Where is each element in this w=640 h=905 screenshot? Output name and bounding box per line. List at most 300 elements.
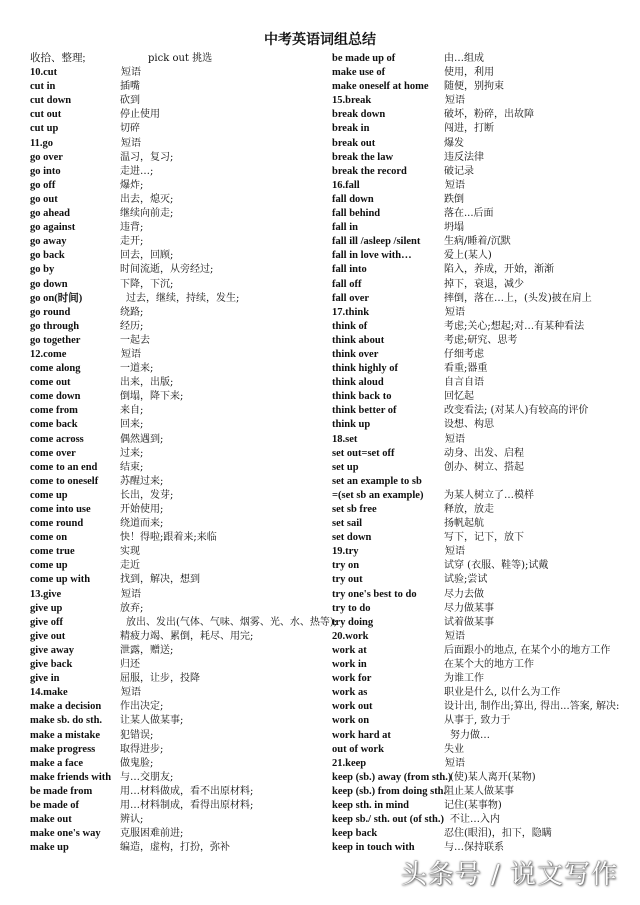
section-heading — [30, 137, 326, 151]
phrase-row — [332, 376, 632, 390]
phrase-english: break the law — [332, 151, 394, 163]
phrase-chinese: 归还 — [120, 659, 140, 671]
phrase-chinese: 用…材料制成，看得出原材料; — [120, 799, 254, 811]
section-heading — [332, 306, 632, 320]
phrase-chinese: 生病/睡着/沉默 — [444, 236, 511, 248]
phrase-chinese: 闯进，打断 — [444, 123, 494, 135]
phrase-row — [30, 841, 326, 855]
phrase-english: keep sth. in mind — [332, 799, 410, 811]
section-label: 短语 — [121, 67, 141, 79]
phrase-chinese: 屈服，让步，投降 — [120, 673, 200, 685]
section-heading — [332, 433, 632, 447]
phrase-english: keep (sb.) away (from sth.) — [332, 771, 452, 783]
section-label: 短语 — [445, 306, 465, 318]
phrase-row — [30, 489, 326, 503]
phrase-row — [30, 221, 326, 235]
phrase-chinese: 与…交朋友; — [120, 771, 174, 783]
phrase-english: be made from — [30, 785, 93, 797]
phrase-chinese: 倒塌，降下来; — [120, 391, 184, 403]
phrase-english: make friends with — [30, 771, 112, 783]
phrase-row — [30, 658, 326, 672]
phrase-row — [332, 799, 632, 813]
phrase-row — [30, 151, 326, 165]
section-label: 短语 — [445, 179, 465, 191]
phrase-english: give in — [30, 673, 60, 685]
phrase-chinese: 温习，复习; — [120, 151, 174, 163]
phrase-chinese: 破坏，粉碎，出故障 — [444, 109, 534, 121]
phrase-chinese: 犯错误; — [120, 729, 154, 741]
phrase-english: break the record — [332, 165, 407, 177]
phrase-row — [332, 573, 632, 587]
phrase-row — [332, 235, 632, 249]
phrase-english: come up — [30, 560, 68, 572]
phrase-english: come out — [30, 377, 71, 389]
phrase-chinese: 自言自语 — [444, 377, 484, 389]
section-label: 短语 — [445, 630, 465, 642]
section-label: 短语 — [445, 95, 465, 107]
phrase-row — [30, 165, 326, 179]
phrase-row — [332, 137, 632, 151]
phrase-english: make a decision — [30, 701, 102, 713]
phrase-row — [332, 686, 632, 700]
phrase-english: try doing — [332, 616, 374, 628]
phrase-english: fall in — [332, 222, 358, 234]
phrase-chinese: 掉下，衰退，减少 — [444, 278, 524, 290]
phrase-english: think better of — [332, 405, 397, 417]
phrase-chinese: 在某个大的地方工作 — [444, 659, 534, 671]
phrase-english: work as — [332, 687, 368, 699]
phrase-row — [332, 672, 632, 686]
phrase-row — [30, 376, 326, 390]
phrase-row — [30, 320, 326, 334]
phrase-chinese: (使)某人离开(某物) — [450, 771, 536, 783]
phrase-row — [30, 249, 326, 263]
phrase-english: try to do — [332, 602, 371, 614]
phrase-chinese: 回忆起 — [444, 391, 474, 403]
phrase-english: keep (sb.) from doing sth. — [332, 785, 447, 797]
phrase-row — [332, 658, 632, 672]
phrase-row — [30, 616, 338, 630]
phrase-chinese: 结束; — [120, 461, 144, 473]
phrase-english: fall ill /asleep /silent — [332, 236, 421, 248]
phrase-row — [30, 531, 326, 545]
phrase-chinese: 过去，继续，持续，发生; — [126, 292, 240, 304]
section-label: 短语 — [121, 687, 141, 699]
phrase-row — [30, 813, 326, 827]
phrase-english: go back — [30, 250, 65, 262]
phrase-chinese: 苏醒过来; — [120, 475, 164, 487]
phrase-row — [332, 404, 632, 418]
phrase-row — [332, 602, 632, 616]
phrase-english: go through — [30, 320, 80, 332]
phrase-english: come true — [30, 546, 75, 558]
section-heading — [332, 179, 632, 193]
phrase-english: make up — [30, 842, 69, 854]
phrase-chinese: 尽力去做 — [444, 588, 484, 600]
phrase-row — [30, 799, 326, 813]
phrase-english: come from — [30, 405, 78, 417]
phrase-chinese: 努力做… — [450, 729, 490, 741]
phrase-row — [30, 418, 326, 432]
phrase-row — [332, 52, 632, 66]
phrase-english: fall off — [332, 278, 362, 290]
phrase-chinese: 忍住(眼泪)，扣下，隐瞒 — [444, 828, 552, 840]
phrase-chinese: 回去，回顾; — [120, 250, 174, 262]
phrase-chinese: 扬帆起航 — [444, 518, 484, 530]
phrase-english: go by — [30, 264, 55, 276]
phrase-row — [30, 292, 326, 306]
section-label: 短语 — [121, 588, 141, 600]
phrase-english: fall down — [332, 193, 374, 205]
phrase-row — [30, 714, 326, 728]
section-label: 短语 — [445, 546, 465, 558]
phrase-english: make one's way — [30, 828, 101, 840]
phrase-chinese: 为某人树立了…模样 — [444, 489, 534, 501]
section-number: 16.fall — [332, 179, 360, 191]
phrase-chinese: 破记录 — [444, 165, 474, 177]
phrase-english: work at — [332, 644, 367, 656]
phrase-english: go out — [30, 193, 58, 205]
phrase-chinese: 实现 — [120, 546, 140, 558]
phrase-chinese: 陷入，养成，开始，渐渐 — [444, 264, 554, 276]
phrase-chinese: 尽力做某事 — [444, 602, 494, 614]
phrase-english: think aloud — [332, 377, 384, 389]
phrase-chinese: 继续向前走; — [120, 208, 174, 220]
phrase-english: go on(时间) — [30, 292, 83, 304]
phrase-english: make use of — [332, 67, 386, 79]
phrase-chinese: 失业 — [444, 743, 464, 755]
phrase-row — [30, 404, 326, 418]
phrase-row — [332, 122, 632, 136]
phrase-english: think back to — [332, 391, 392, 403]
phrase-chinese: 放出、发出(气体、气味、烟雾、光、水、热等); — [126, 616, 338, 628]
section-label: 短语 — [445, 757, 465, 769]
phrase-chinese: 违反法律 — [444, 151, 484, 163]
phrase-row — [332, 66, 632, 80]
phrase-chinese: 跌倒 — [444, 193, 464, 205]
phrase-row — [30, 630, 326, 644]
phrase-english: come round — [30, 518, 84, 530]
phrase-row — [30, 475, 326, 489]
phrase-english: 收拾、整理; — [30, 53, 86, 64]
phrase-english: cut down — [30, 95, 72, 107]
phrase-row — [332, 249, 632, 263]
phrase-row — [30, 729, 326, 743]
phrase-row — [332, 616, 632, 630]
section-number: 12.come — [30, 348, 67, 360]
phrase-english: come along — [30, 363, 81, 375]
phrase-row — [30, 700, 326, 714]
phrase-chinese: 用…材料做成，看不出原材料; — [120, 785, 254, 797]
phrase-row — [30, 672, 326, 686]
phrase-english: think highly of — [332, 363, 398, 375]
phrase-chinese: 试穿 (衣服、鞋等);试戴 — [444, 560, 549, 572]
phrase-english: work hard at — [332, 729, 391, 741]
phrase-row — [30, 334, 326, 348]
phrase-row — [332, 729, 632, 743]
phrase-chinese: 绕道而来; — [120, 518, 164, 530]
left-column — [30, 52, 338, 855]
phrase-chinese: 精疲力竭、累倒，耗尽、用完; — [120, 630, 254, 642]
phrase-chinese: 与…保持联系 — [444, 842, 504, 854]
section-number: 20.work — [332, 630, 369, 642]
section-number: 14.make — [30, 687, 68, 699]
phrase-row — [332, 418, 632, 432]
phrase-english: out of work — [332, 743, 384, 755]
phrase-english: keep in touch with — [332, 842, 415, 854]
phrase-chinese: 坍塌 — [444, 222, 464, 234]
phrase-chinese: 考虑;研究、思考 — [444, 334, 518, 346]
phrase-chinese: 一起去 — [120, 334, 150, 346]
phrase-english: work out — [332, 701, 373, 713]
phrase-english: go away — [30, 236, 67, 248]
phrase-chinese: 快！得啦;跟着来;来临 — [120, 532, 217, 544]
phrase-english: set up — [332, 461, 359, 473]
phrase-row — [332, 588, 632, 602]
phrase-english: =(set sb an example) — [332, 489, 424, 501]
phrase-english: go together — [30, 334, 81, 346]
phrase-chinese: 偶然遇到; — [120, 433, 164, 445]
phrase-english: go down — [30, 278, 68, 290]
phrase-row — [332, 80, 632, 94]
phrase-chinese: 创办、树立、搭起 — [444, 461, 524, 473]
phrase-english: fall in love with… — [332, 250, 412, 262]
phrase-row — [332, 278, 632, 292]
phrase-english: come on — [30, 532, 68, 544]
phrase-row — [332, 263, 632, 277]
phrase-chinese: 开始使用; — [120, 504, 164, 515]
phrase-row — [30, 503, 326, 517]
phrase-chinese: 为谁工作 — [444, 673, 484, 685]
section-heading — [332, 630, 632, 644]
phrase-english: work in — [332, 659, 367, 671]
phrase-row — [30, 573, 326, 587]
phrase-row — [30, 278, 326, 292]
section-heading — [30, 66, 326, 80]
phrase-chinese: 设想、构思 — [444, 419, 494, 431]
section-number: 11.go — [30, 137, 54, 149]
phrase-row — [30, 433, 326, 447]
phrase-english: give out — [30, 630, 66, 642]
phrase-chinese: 爱上(某人) — [444, 250, 492, 262]
phrase-english: make progress — [30, 743, 96, 755]
phrase-row — [332, 813, 632, 827]
phrase-chinese: 编造，虚构，打扮，弥补 — [120, 842, 230, 854]
section-number: 18.set — [332, 433, 358, 445]
section-heading — [332, 94, 632, 108]
phrase-chinese: 下降，下沉; — [120, 278, 174, 290]
phrase-chinese: 切碎 — [120, 123, 140, 135]
phrase-row — [332, 108, 632, 122]
phrase-english: go off — [30, 179, 56, 191]
phrase-english: set down — [332, 532, 372, 544]
phrase-row — [30, 602, 326, 616]
phrase-english: break out — [332, 137, 376, 149]
phrase-english: try on — [332, 560, 360, 572]
phrase-english: cut up — [30, 123, 59, 135]
phrase-row — [332, 517, 632, 531]
phrase-row — [30, 122, 326, 136]
phrase-chinese: 看重;器重 — [444, 363, 488, 375]
phrase-chinese: 考虑;关心;想起;对…有某种看法 — [444, 320, 585, 332]
phrase-chinese: 停止使用 — [120, 109, 160, 121]
phrase-english: go into — [30, 165, 61, 177]
phrase-row — [332, 531, 632, 545]
phrase-english: think up — [332, 419, 371, 431]
phrase-row — [30, 108, 326, 122]
phrase-english: make oneself at home — [332, 81, 429, 93]
phrase-row — [332, 292, 632, 306]
phrase-chinese: 职业是什么, 以什么为工作 — [444, 687, 561, 699]
section-number: 17.think — [332, 306, 370, 318]
phrase-chinese: 写下，记下，放下 — [444, 532, 524, 544]
phrase-english: give away — [30, 644, 75, 656]
phrase-english: come back — [30, 419, 78, 431]
phrase-chinese: 绕路; — [120, 306, 144, 318]
phrase-chinese: 试着做某事 — [444, 616, 494, 628]
section-heading — [30, 588, 326, 602]
phrase-row — [30, 644, 326, 658]
phrase-english: come into use — [30, 504, 91, 515]
phrase-row — [332, 714, 632, 728]
phrase-english: keep sb./ sth. out (of sth.) — [332, 814, 445, 826]
right-column — [332, 52, 632, 855]
phrase-english: go ahead — [30, 208, 70, 220]
phrase-row — [30, 80, 326, 94]
phrase-row — [332, 827, 632, 841]
phrase-row — [30, 306, 326, 320]
phrase-english: go over — [30, 151, 63, 163]
phrase-row — [332, 320, 632, 334]
phrase-english: fall over — [332, 292, 370, 304]
phrase-chinese: 一道来; — [120, 363, 154, 375]
phrase-chinese: 爆炸; — [120, 179, 144, 191]
phrase-english: try out — [332, 574, 363, 586]
phrase-english: come over — [30, 447, 76, 459]
phrase-row — [332, 644, 632, 658]
phrase-chinese: 改变看法; (对某人)有较高的评价 — [444, 405, 589, 417]
phrase-english: try one's best to do — [332, 588, 417, 600]
section-heading — [332, 757, 632, 771]
phrase-chinese: 不让…入内 — [450, 814, 500, 826]
phrase-chinese: 过来; — [120, 447, 144, 459]
page-title: 中考英语词组总结 — [264, 32, 376, 48]
phrase-row — [30, 743, 326, 757]
phrase-chinese: 释放，放走 — [444, 504, 494, 515]
section-number: 10.cut — [30, 67, 58, 79]
phrase-english: make out — [30, 814, 72, 826]
phrase-row — [30, 193, 326, 207]
phrase-chinese: 动身、出发、启程 — [444, 447, 524, 459]
phrase-row — [30, 263, 326, 277]
phrase-english: give off — [30, 616, 63, 628]
phrase-chinese: 插嘴 — [120, 81, 140, 93]
phrase-row — [332, 334, 632, 348]
phrase-chinese: 随便，别拘束 — [444, 81, 504, 93]
phrase-chinese: 克服困难前进; — [120, 828, 184, 840]
phrase-english: keep back — [332, 828, 378, 840]
phrase-chinese: 经历; — [120, 320, 144, 332]
phrase-row — [30, 207, 326, 221]
section-number: 19.try — [332, 546, 359, 558]
phrase-row — [30, 179, 326, 193]
phrase-english: go round — [30, 306, 71, 318]
phrase-english: fall behind — [332, 208, 381, 220]
phrase-chinese: 找到，解决，想到 — [120, 574, 200, 586]
phrase-english: fall into — [332, 264, 367, 276]
phrase-chinese: 出来，出版; — [120, 377, 174, 389]
phrase-chinese: 作出决定; — [120, 701, 164, 713]
phrase-english: cut in — [30, 81, 56, 93]
section-label: 短语 — [121, 348, 141, 360]
phrase-row — [332, 390, 632, 404]
phrase-english: give back — [30, 659, 73, 671]
phrase-english: think over — [332, 348, 379, 360]
phrase-row — [30, 362, 326, 376]
phrase-chinese: 放弃; — [120, 602, 144, 614]
phrase-english: work on — [332, 715, 370, 727]
phrase-chinese: 辨认; — [120, 814, 144, 826]
phrase-row — [332, 700, 632, 714]
phrase-row — [30, 52, 326, 66]
phrase-row — [332, 475, 632, 489]
phrase-english: set out=set off — [332, 447, 395, 459]
phrase-chinese: 由…组成 — [444, 53, 484, 64]
phrase-chinese: 试验;尝试 — [444, 574, 488, 586]
phrase-row — [30, 94, 326, 108]
phrase-chinese: 做鬼脸; — [120, 757, 154, 769]
section-label: 短语 — [445, 433, 465, 445]
phrase-row — [332, 771, 632, 785]
section-heading — [332, 545, 632, 559]
phrase-chinese: 回来; — [120, 419, 144, 431]
phrase-english: come down — [30, 391, 81, 403]
phrase-row — [332, 447, 632, 461]
phrase-row — [332, 461, 632, 475]
phrase-row — [332, 785, 632, 799]
phrase-chinese: 泄露，赠送; — [120, 644, 174, 656]
phrase-chinese: 让某人做某事; — [120, 715, 184, 727]
section-number: 15.break — [332, 95, 372, 107]
phrase-chinese: 砍到 — [120, 95, 140, 107]
section-label: 短语 — [121, 137, 141, 149]
phrase-row — [30, 771, 326, 785]
phrase-english: be made of — [30, 799, 79, 811]
phrase-row — [30, 559, 326, 573]
phrase-chinese: 走进…; — [120, 165, 154, 177]
phrase-english: come to an end — [30, 461, 98, 473]
phrase-english: make a face — [30, 757, 84, 769]
phrase-row — [332, 559, 632, 573]
phrase-chinese: 取得进步; — [120, 743, 164, 755]
phrase-english: come to oneself — [30, 475, 99, 487]
phrase-chinese: 仔细考虑 — [444, 348, 484, 360]
phrase-chinese: 来自; — [120, 405, 144, 417]
phrase-chinese: 出去，熄灭; — [120, 193, 174, 205]
phrase-chinese: 摔倒，落在…上，(头发)披在肩上 — [444, 292, 592, 304]
phrase-row — [30, 461, 326, 475]
phrase-chinese: 时间流逝，从旁经过; — [120, 264, 214, 276]
phrase-row — [332, 151, 632, 165]
phrase-row — [30, 545, 326, 559]
phrase-row — [30, 785, 326, 799]
phrase-row — [332, 193, 632, 207]
phrase-english: make a mistake — [30, 729, 100, 741]
phrase-english: make sb. do sth. — [30, 715, 103, 727]
phrase-row — [30, 447, 326, 461]
phrase-chinese: 设计出, 制作出;算出, 得出...答案, 解决: — [444, 701, 620, 713]
phrase-chinese: 使用，利用 — [444, 67, 494, 79]
